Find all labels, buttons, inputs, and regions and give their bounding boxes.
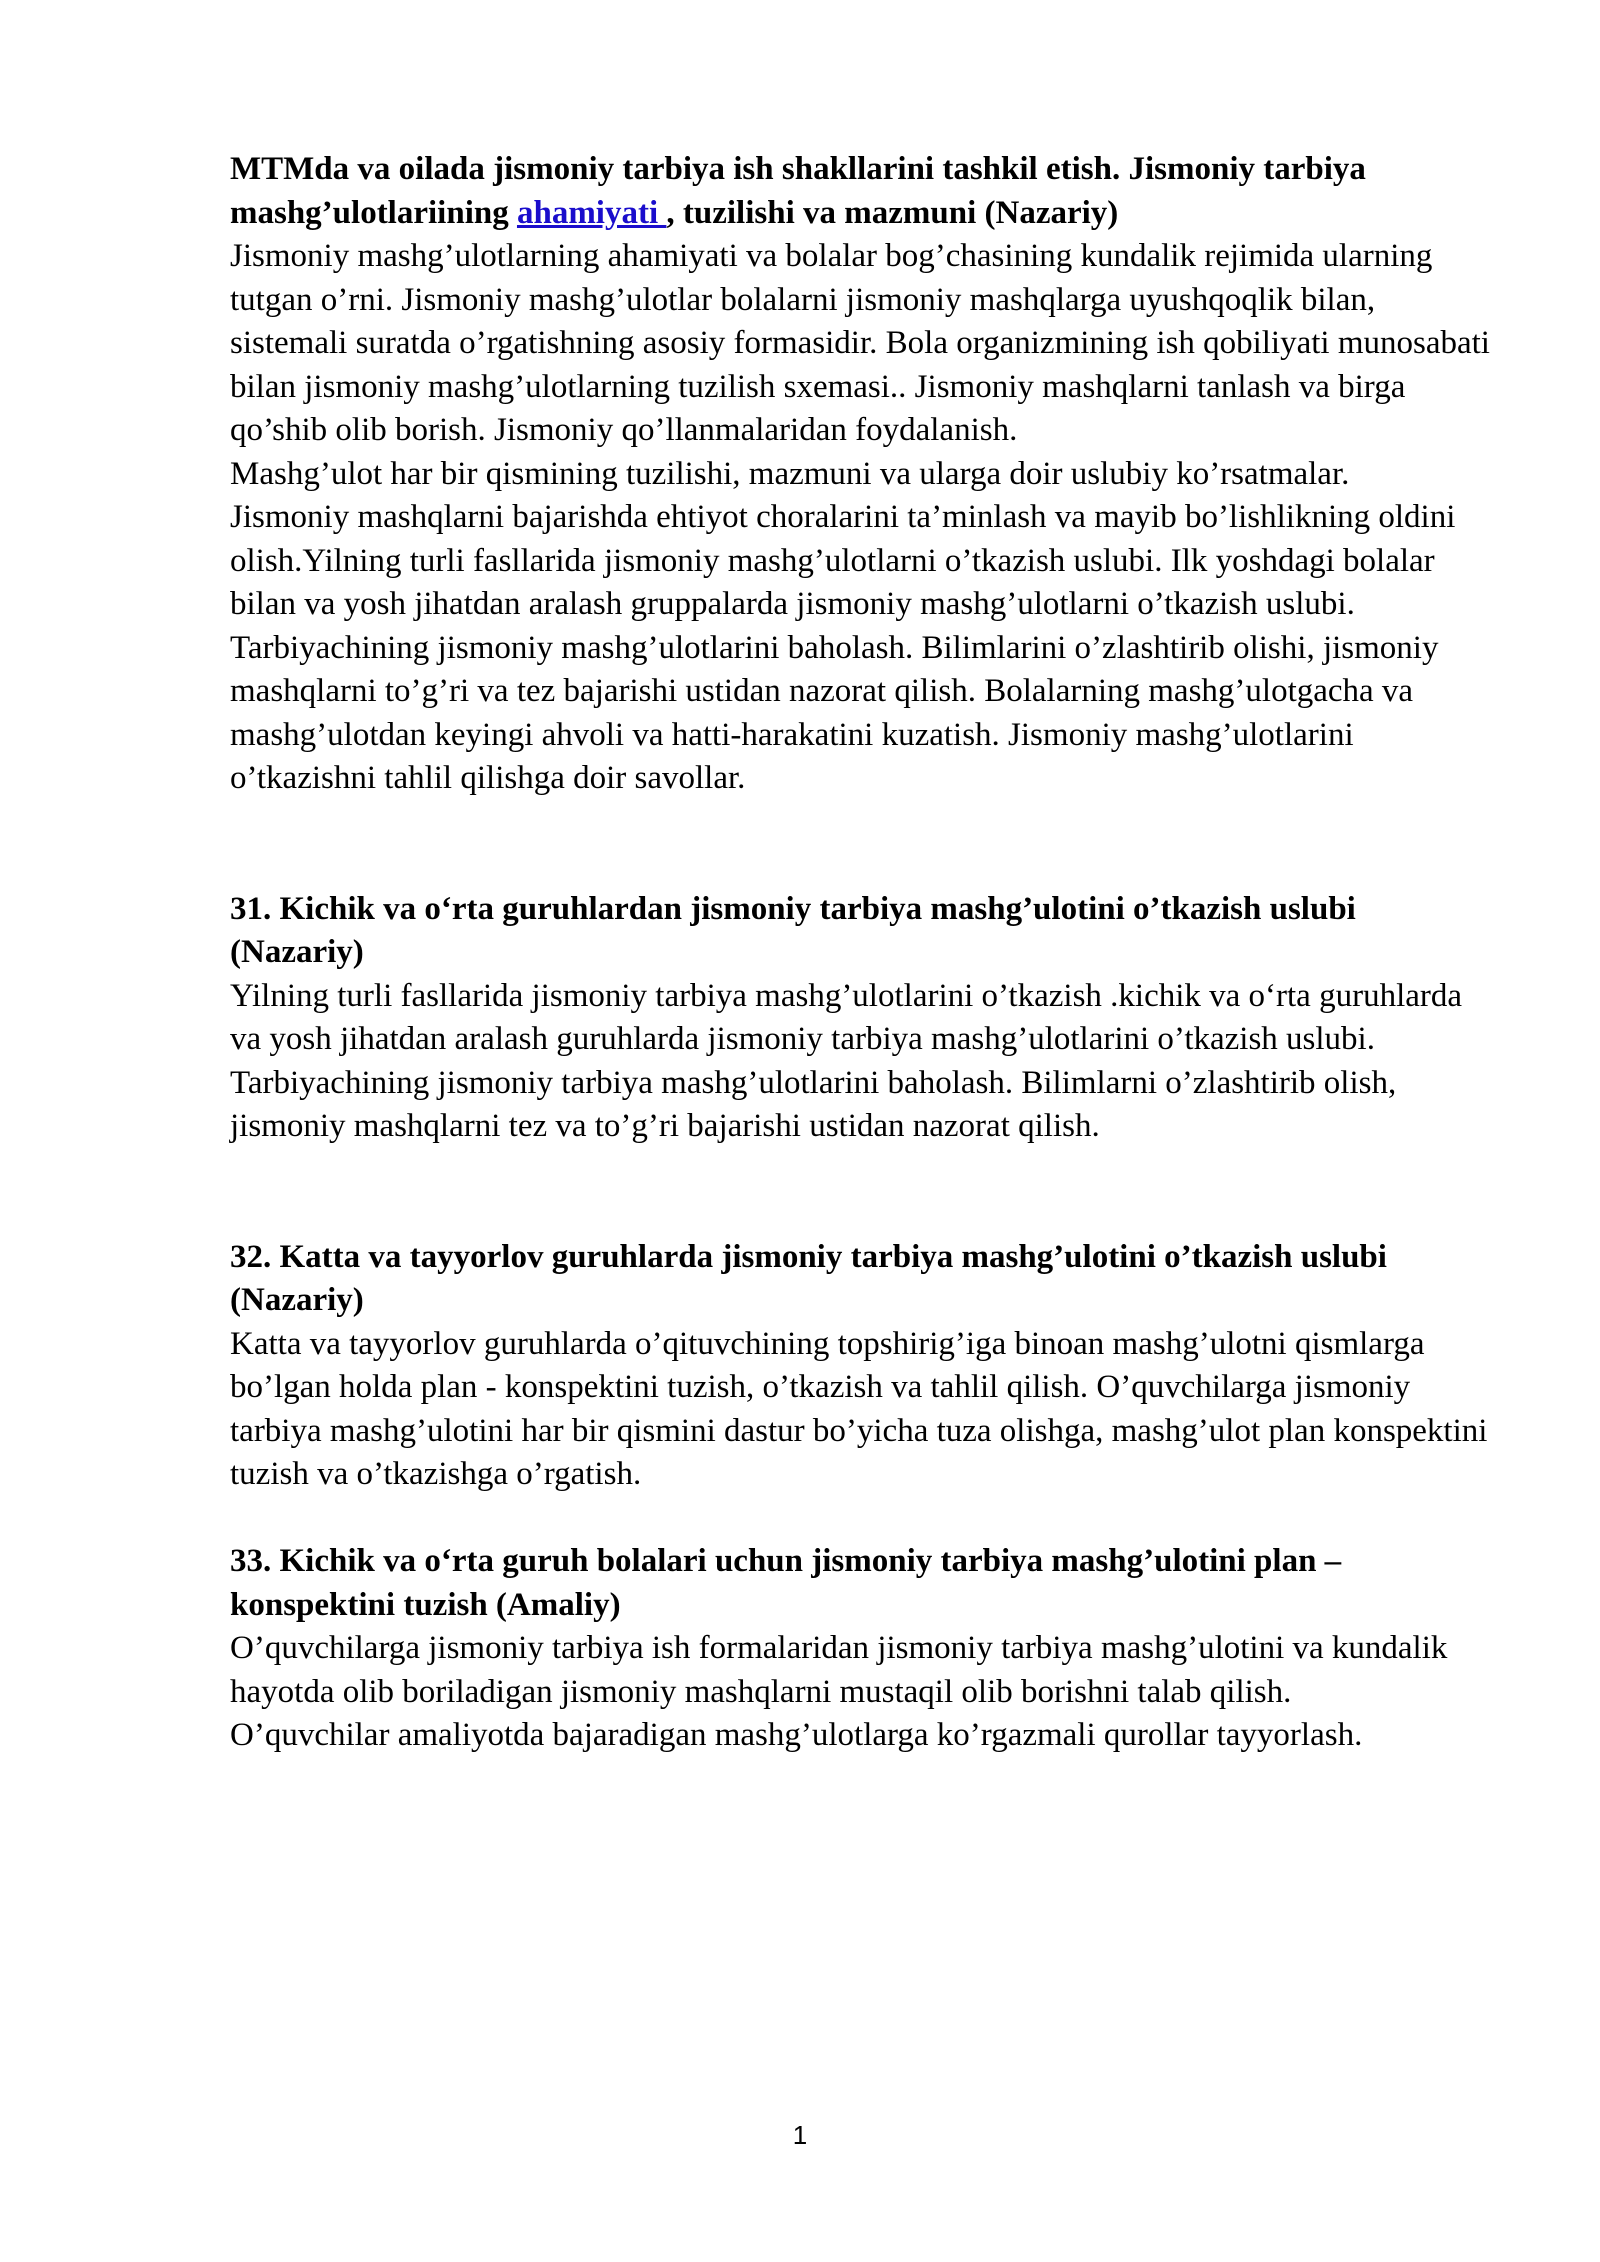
intro-heading-part1: MTMda va oilada jismoniy tarbiya ish shakllarini tashkil etish. Jismoniy tarbiya mashg’ulotlariining — [230, 151, 1366, 231]
intro-paragraph: Jismoniy mashqlarni bajarishda ehtiyot choralarini ta’minlash va mayib bo’lishlikning oldini olish.Yilning turli fasllarida jismoniy mashg’ulotlarni o’tkazish uslubi. Ilk yoshdagi bolalar bilan va yosh jihatdan aralash gruppalarda jismoniy mashg’ulotlarni o’tkazish uslubi. Tarbiyachining jismoniy mashg’ulotlarini baholash. Bilimlarini o’zlashtirib olishi, jismoniy mashqlarni to’g’ri va tez bajarishi ustidan nazorat qilish. Bolalarning mashg’ulotgacha va mashg’ulotdan keyingi ahvoli va hatti-harakatini kuzatish. Jismoniy mashg’ulotlarini o’tkazishni tahlil qilishga doir savollar. — [230, 499, 1456, 796]
spacer — [230, 1149, 1490, 1236]
page-number: 1 — [792, 2120, 808, 2150]
section-33 — [230, 1540, 1490, 1758]
intro-heading-part2: , tuzilishi va mazmuni (Nazariy) — [666, 194, 1119, 231]
ahamiyati-link[interactable]: ahamiyati — [516, 194, 667, 231]
intro-section — [230, 148, 1490, 801]
section-31 — [230, 888, 1490, 1149]
section-heading: 33. Kichik va o‘rta guruh bolalari uchun jismoniy tarbiya mashg’ulotini plan – konspektini tuzish (Amaliy) — [230, 1543, 1342, 1623]
section-paragraph: O’quvchilar amaliyotda bajaradigan mashg’ulotlarga ko’rgazmali qurollar tayyorlash. — [230, 1717, 1363, 1753]
section-32 — [230, 1236, 1490, 1497]
section-heading: 31. Kichik va o‘rta guruhlardan jismoniy tarbiya mashg’ulotini o’tkazish uslubi (Nazariy) — [230, 890, 1356, 970]
section-paragraph: Katta va tayyorlov guruhlarda o’qituvchining topshirig’iga binoan mashg’ulotni qismlarga bo’lgan holda plan - konspektini tuzish, o’tkazish va tahlil qilish. O’quvchilarga jismoniy tarbiya mashg’ulotini har bir qismini dastur bo’yicha tuza olishga, mashg’ulot plan konspektini tuzish va o’tkazishga o’rgatish. — [230, 1325, 1488, 1492]
intro-paragraph: Mashg’ulot har bir qismining tuzilishi, mazmuni va ularga doir uslubiy ko’rsatmalar. — [230, 455, 1350, 492]
document-page — [230, 148, 1490, 1758]
spacer — [230, 1497, 1490, 1541]
section-heading: 32. Katta va tayyorlov guruhlarda jismoniy tarbiya mashg’ulotini o’tkazish uslubi (Nazariy) — [230, 1238, 1387, 1318]
section-paragraph: O’quvchilarga jismoniy tarbiya ish formalaridan jismoniy tarbiya mashg’ulotini va kundalik hayotda olib boriladigan jismoniy mashqlarni mustaqil olib borishni talab qilish. — [230, 1630, 1448, 1710]
intro-paragraph: Jismoniy mashg’ulotlarning ahamiyati va bolalar bog’chasining kundalik rejimida ularning tutgan o’rni. Jismoniy mashg’ulotlar bolalarni jismoniy mashqlarga uyushqoqlik bilan, sistemali suratda o’rgatishning asosiy formasidir. Bola organizmining ish qobiliyati munosabati bilan jismoniy mashg’ulotlarning tuzilish sxemasi.. Jismoniy mashqlarni tanlash va birga qo’shib olib borish. Jismoniy qo’llanmalaridan foydalanish. — [230, 238, 1490, 448]
intro-heading — [230, 148, 1490, 235]
spacer — [230, 801, 1490, 888]
section-paragraph: Yilning turli fasllarida jismoniy tarbiya mashg’ulotlarini o’tkazish .kichik va o‘rta guruhlarda va yosh jihatdan aralash guruhlarda jismoniy tarbiya mashg’ulotlarini o’tkazish uslubi. Tarbiyachining jismoniy tarbiya mashg’ulotlarini baholash. Bilimlarni o’zlashtirib olish, jismoniy mashqlarni tez va to’g’ri bajarishi ustidan nazorat qilish. — [230, 977, 1463, 1144]
